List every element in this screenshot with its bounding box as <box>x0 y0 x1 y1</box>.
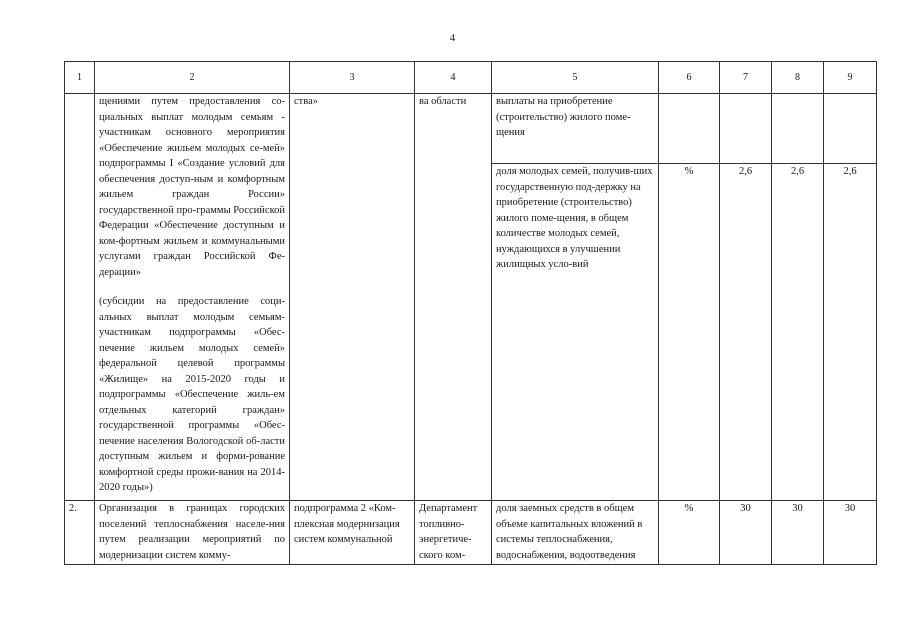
row2-value-8: 30 <box>772 501 824 565</box>
header-cell-8: 8 <box>772 62 824 94</box>
row1-description-main: щениями путем предоставления со-циальных выплат молодым семьям - участникам основного мероприятия «Обеспечение жильем молодых се-мей» подпрограммы I «Создание условий для обеспечения доступ-ным и комфортным жильем граждан России» государственной про-граммы Российской Федерации «Обеспечение доступным и ком-фортным жильем и коммунальными услугами граждан Российской Фе-дерации» <box>99 96 286 278</box>
header-cell-7: 7 <box>720 62 772 94</box>
row2-unit: % <box>659 501 720 565</box>
program-table <box>64 61 877 565</box>
table-row <box>65 94 877 164</box>
table-row <box>65 501 877 565</box>
row1-description-subsidy: (субсидии на предоставление соци-альных выплат молодым семьям-участникам подпрограммы «Обес-печение жильем молодых семей» федеральной целевой программы «Жилище» на 2015-2020 годы и подпрограммы «Обеспечение жиль-ем отдельных категорий граждан» государственной программы «Обес-печение населения Вологодской об-ласти доступным жильем и форми-рование комфортной среды прожи-вания на 2014-2020 годы») <box>99 296 285 493</box>
row2-num-cell: 2. <box>65 501 95 565</box>
row2-value-9: 30 <box>824 501 877 565</box>
row2-program-cell: подпрограмма 2 «Ком-плексная модернизация систем коммунальной <box>290 501 415 565</box>
row1-value-2-9: 2,6 <box>824 164 877 501</box>
row1-value-1-9 <box>824 94 877 164</box>
header-cell-9: 9 <box>824 62 877 94</box>
header-cell-2: 2 <box>95 62 290 94</box>
row1-num-cell <box>65 94 95 501</box>
row1-program-cell: ства» <box>290 94 415 501</box>
page-number: 4 <box>449 32 456 44</box>
row2-executor-cell: Департамент топливно-энергетиче-ского ком- <box>415 501 492 565</box>
row1-executor-cell: ва области <box>415 94 492 501</box>
row1-value-1-7 <box>720 94 772 164</box>
row1-description-cell <box>95 94 290 501</box>
row2-indicator: доля заемных средств в общем объеме капитальных вложений в системы теплоснабжения, водоснабжения, водоотведения <box>492 501 659 565</box>
row2-value-7: 30 <box>720 501 772 565</box>
header-row <box>65 62 877 94</box>
header-cell-4: 4 <box>415 62 492 94</box>
row1-value-2-7: 2,6 <box>720 164 772 501</box>
header-cell-1: 1 <box>65 62 95 94</box>
row1-indicator-2: доля молодых семей, получив-ших государственную под-держку на приобретение (строительство) жилого поме-щения, в общем количестве молодых семей, нуждающихся в улучшении жилищных усло-вий <box>492 164 659 501</box>
row1-unit-2: % <box>659 164 720 501</box>
row1-value-2-8: 2,6 <box>772 164 824 501</box>
row2-description-cell: Организация в границах городских поселений теплоснабжения населе-ния путем реализации мероприятий по модернизации систем комму- <box>95 501 290 565</box>
header-cell-3: 3 <box>290 62 415 94</box>
row1-value-1-8 <box>772 94 824 164</box>
header-cell-6: 6 <box>659 62 720 94</box>
row1-unit-1 <box>659 94 720 164</box>
row1-indicator-1: выплаты на приобретение (строительство) жилого поме-щения <box>492 94 659 164</box>
header-cell-5: 5 <box>492 62 659 94</box>
